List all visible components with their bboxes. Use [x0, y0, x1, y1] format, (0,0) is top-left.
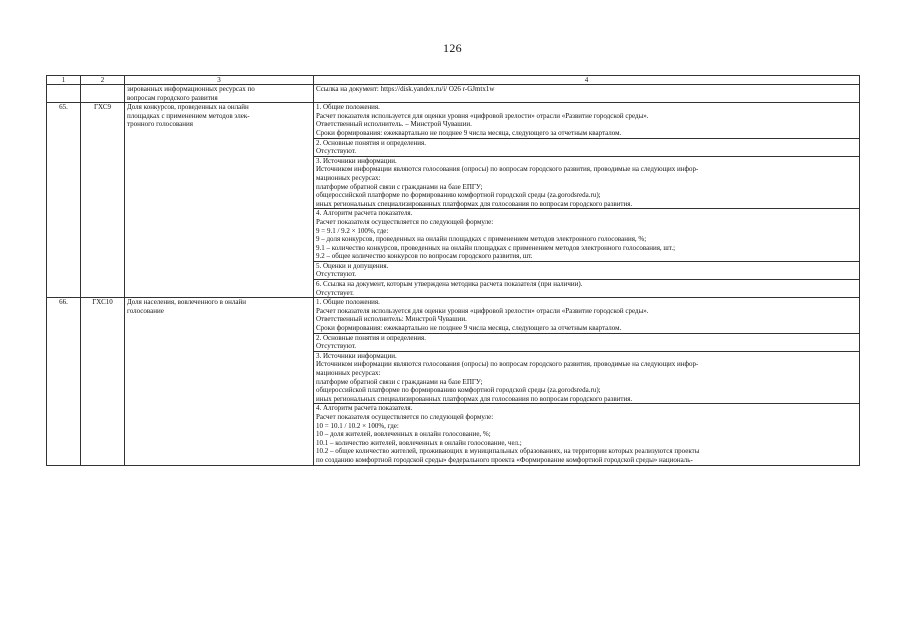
text-line: Сроки формирования: ежеквартально не позднее 9 числа месяца, следующего за отчетным кварталом. [316, 324, 622, 333]
text-line: по созданию комфортной городской среды» федерального проекта «Формирование комфортной городской среды» националь- [316, 455, 693, 464]
text-line: Отсутствует. [316, 288, 354, 297]
text-line: общероссийской платформе по формированию комфортной городской среды (za.gorodsreda.ru); [316, 386, 601, 395]
row-number: 66. [47, 298, 81, 465]
text-line: 9.2 – общее количество конкурсов по вопросам городского развития, шт. [316, 252, 533, 261]
text-line: Отсутствуют. [316, 147, 357, 156]
header-col-2: 2 [81, 76, 125, 85]
text-line: Расчет показателя используется для оценки уровня «цифровой зрелости» отрасли «Развитие городской среды». [316, 111, 649, 120]
text-line: общероссийской платформе по формированию комфортной городской среды (za.gorodsreda.ru); [316, 191, 601, 200]
text-line: 1. Общие положения. [316, 103, 380, 112]
text-line: вопросам городского развития [127, 93, 218, 102]
methodology-section [314, 209, 859, 262]
text-line: 3. Источники информации. [316, 156, 397, 165]
text-line: 9 = 9.1 / 9.2 × 100%, где: [316, 226, 389, 235]
text-line: 2. Основные понятия и определения. [316, 333, 426, 342]
methodology-section [314, 334, 859, 352]
text-line: площадках с применением методов элек- [127, 111, 250, 120]
text-line: Расчет показателя осуществляется по следующей формуле: [316, 217, 494, 226]
text-line: мационных ресурсах: [316, 369, 381, 377]
text-line: 2. Основные понятия и определения. [316, 138, 426, 147]
text-line: 10.2 – общее количество жителей, проживающих в муниципальных образованиях, на территории которых реализуются проекты [316, 447, 700, 456]
methodology-cell [314, 298, 860, 465]
text-line: иных региональных специализированных платформах для голосования по вопросам городского развития. [316, 394, 633, 403]
header-col-3: 3 [125, 76, 314, 85]
text-line: 4. Алгоритм расчета показателя. [316, 209, 413, 218]
methodology-section [314, 280, 859, 297]
methodology-section [314, 139, 859, 157]
text-line: мационных ресурсах: [316, 173, 381, 182]
text-line: 10 = 10.1 / 10.2 × 100%, где: [316, 421, 399, 430]
methodology-cell [314, 103, 860, 298]
methodology-section [314, 298, 859, 333]
indicator-table [46, 75, 860, 466]
indicator-name [125, 298, 314, 465]
text-line: Доля конкурсов, проведенных на онлайн [127, 103, 249, 112]
text-line: Ответственный исполнитель. – Минстрой Чувашии. [316, 120, 472, 129]
text-line: Расчет показателя используется для оценки уровня «цифровой зрелости» отрасли «Развитие городской среды». [316, 306, 649, 315]
text-line: Источником информации являются голосования (опросы) по вопросам городского развития, проводимые на следующих инфор- [316, 360, 699, 369]
text-line: 1. Общие положения. [316, 298, 380, 307]
text-line: платформе обратной связи с гражданами на базе ЕПГУ; [316, 182, 483, 191]
methodology-section [314, 352, 859, 405]
text-line: Ответственный исполнитель: Минстрой Чувашии. [316, 315, 467, 324]
text-line: Отсутствуют. [316, 270, 357, 279]
text-line: 5. Оценки и допущения. [316, 261, 389, 270]
text-line: 10 – доля жителей, вовлеченных в онлайн голосование, %; [316, 430, 491, 439]
text-line: 10.1 – количество жителей, вовлеченных в онлайн голосование, чел.; [316, 438, 522, 447]
continuation-row [47, 85, 860, 103]
text-line: Отсутствуют. [316, 342, 357, 351]
header-col-1: 1 [47, 76, 81, 85]
text-line: Доля населения, вовлеченного в онлайн [127, 298, 246, 307]
text-line: 3. Источники информации. [316, 351, 397, 360]
text-line: 4. Алгоритм расчета показателя. [316, 404, 413, 413]
text-line: тронного голосования [127, 120, 193, 129]
methodology-section [314, 157, 859, 210]
text-line: иных региональных специализированных платформах для голосования по вопросам городского развития. [316, 199, 633, 208]
indicator-code: ГХС9 [81, 103, 125, 298]
text-line: голосование [127, 306, 164, 315]
methodology-section [314, 262, 859, 280]
row-number: 65. [47, 103, 81, 298]
table-row [47, 103, 860, 298]
text-line: 9.1 – количество конкурсов, проведенных на онлайн площадках с применением методов электронного голосования, шт.; [316, 243, 676, 252]
methodology-section [314, 103, 859, 138]
page-number: 126 [443, 41, 462, 55]
text-line: 6. Ссылка на документ, которым утверждена методика расчета показателя (при наличии). [316, 280, 583, 289]
table-row [47, 298, 860, 465]
continuation-link [314, 85, 860, 103]
document-link: Ссылка на документ: https://disk.yandex.ru/i/ O26 r-GJmtx1w [316, 85, 495, 93]
indicator-code: ГХС10 [81, 298, 125, 465]
text-line: Источником информации являются голосования (опросы) по вопросам городского развития, проводимые на следующих инфор- [316, 165, 699, 174]
text-line: платформе обратной связи с гражданами на базе ЕПГУ; [316, 377, 483, 386]
text-line: Расчет показателя осуществляется по следующей формуле: [316, 412, 494, 421]
header-col-4: 4 [314, 76, 860, 85]
text-line: Сроки формирования: ежеквартально не позднее 9 числа месяца, следующего за отчетным кварталом. [316, 128, 622, 137]
text-line: зированных информационных ресурсах по [127, 85, 255, 93]
continuation-name [125, 85, 314, 103]
header-row [47, 76, 860, 85]
methodology-section [314, 404, 859, 464]
indicator-name [125, 103, 314, 298]
text-line: 9 – доля конкурсов, проведенных на онлайн площадках с применением методов электронного голосования, %; [316, 235, 647, 244]
